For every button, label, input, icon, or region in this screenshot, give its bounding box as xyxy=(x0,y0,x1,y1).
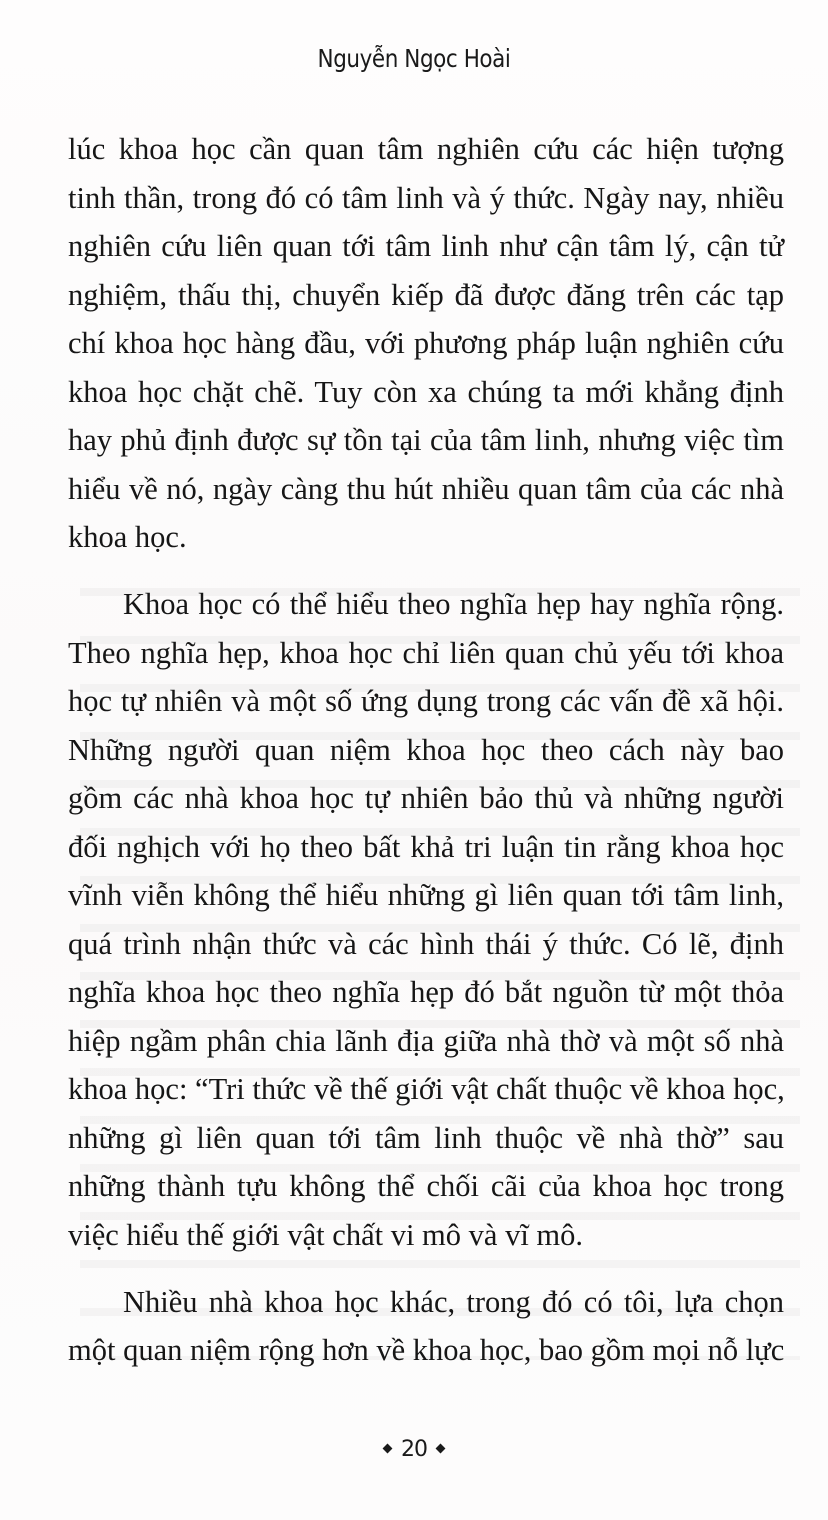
paragraph-2 xyxy=(68,580,784,1259)
text-line: khoa học: “Tri thức về thế giới vật chất thuộc về khoa học, xyxy=(68,1072,785,1106)
diamond-ornament-icon xyxy=(436,1443,446,1453)
text-line: quá trình nhận thức và các hình thái ý thức. Có lẽ, định xyxy=(68,926,784,961)
text-line: hiệp ngầm phân chia lãnh địa giữa nhà thờ và một số nhà xyxy=(68,1023,784,1058)
text-line: hay phủ định được sự tồn tại của tâm linh, nhưng việc tìm xyxy=(68,423,784,457)
text-line: gồm các nhà khoa học tự nhiên bảo thủ và những người xyxy=(68,781,784,815)
text-line: nghiên cứu liên quan tới tâm linh như cận tâm lý, cận tử xyxy=(68,229,784,263)
text-line: lúc khoa học cần quan tâm nghiên cứu các hiện tượng xyxy=(68,132,784,166)
text-line: Những người quan niệm khoa học theo cách này bao xyxy=(68,732,784,767)
text-line: Khoa học có thể hiểu theo nghĩa hẹp hay nghĩa rộng. xyxy=(123,587,784,621)
text-line: chí khoa học hàng đầu, với phương pháp luận nghiên cứu xyxy=(68,326,784,360)
text-line: một quan niệm rộng hơn về khoa học, bao gồm mọi nỗ lực xyxy=(68,1333,785,1367)
page-number-footer xyxy=(0,1437,828,1462)
paragraph-1 xyxy=(68,125,784,562)
text-line: việc hiểu thế giới vật chất vi mô và vĩ mô. xyxy=(68,1217,584,1252)
running-header-author: Nguyễn Ngọc Hoài xyxy=(317,44,511,73)
text-line: đối nghịch với họ theo bất khả tri luận tin rằng khoa học xyxy=(68,829,784,864)
text-line: học tự nhiên và một số ứng dụng trong các vấn đề xã hội. xyxy=(68,684,784,718)
text-line: Nhiều nhà khoa học khác, trong đó có tôi, lựa chọn xyxy=(123,1284,784,1319)
text-line: nghĩa khoa học theo nghĩa hẹp đó bắt nguồn từ một thỏa xyxy=(68,975,784,1009)
diamond-ornament-icon xyxy=(383,1443,393,1453)
text-line: những gì liên quan tới tâm linh thuộc về nhà thờ” sau xyxy=(68,1120,784,1155)
page-number: 20 xyxy=(401,1437,427,1462)
paragraph-3 xyxy=(68,1278,784,1375)
text-line: khoa học. xyxy=(68,520,187,554)
text-line: vĩnh viễn không thể hiểu những gì liên quan tới tâm linh, xyxy=(68,878,784,912)
text-line: những thành tựu không thể chối cãi của khoa học trong xyxy=(68,1169,784,1203)
text-line: Theo nghĩa hẹp, khoa học chỉ liên quan chủ yếu tới khoa xyxy=(68,635,784,670)
text-line: nghiệm, thấu thị, chuyển kiếp đã được đăng trên các tạp xyxy=(68,277,784,312)
text-line: hiểu về nó, ngày càng thu hút nhiều quan tâm của các nhà xyxy=(68,471,784,506)
body-text xyxy=(68,125,784,1393)
text-line: khoa học chặt chẽ. Tuy còn xa chúng ta mới khẳng định xyxy=(68,374,784,409)
text-line: tinh thần, trong đó có tâm linh và ý thức. Ngày nay, nhiều xyxy=(68,180,784,215)
